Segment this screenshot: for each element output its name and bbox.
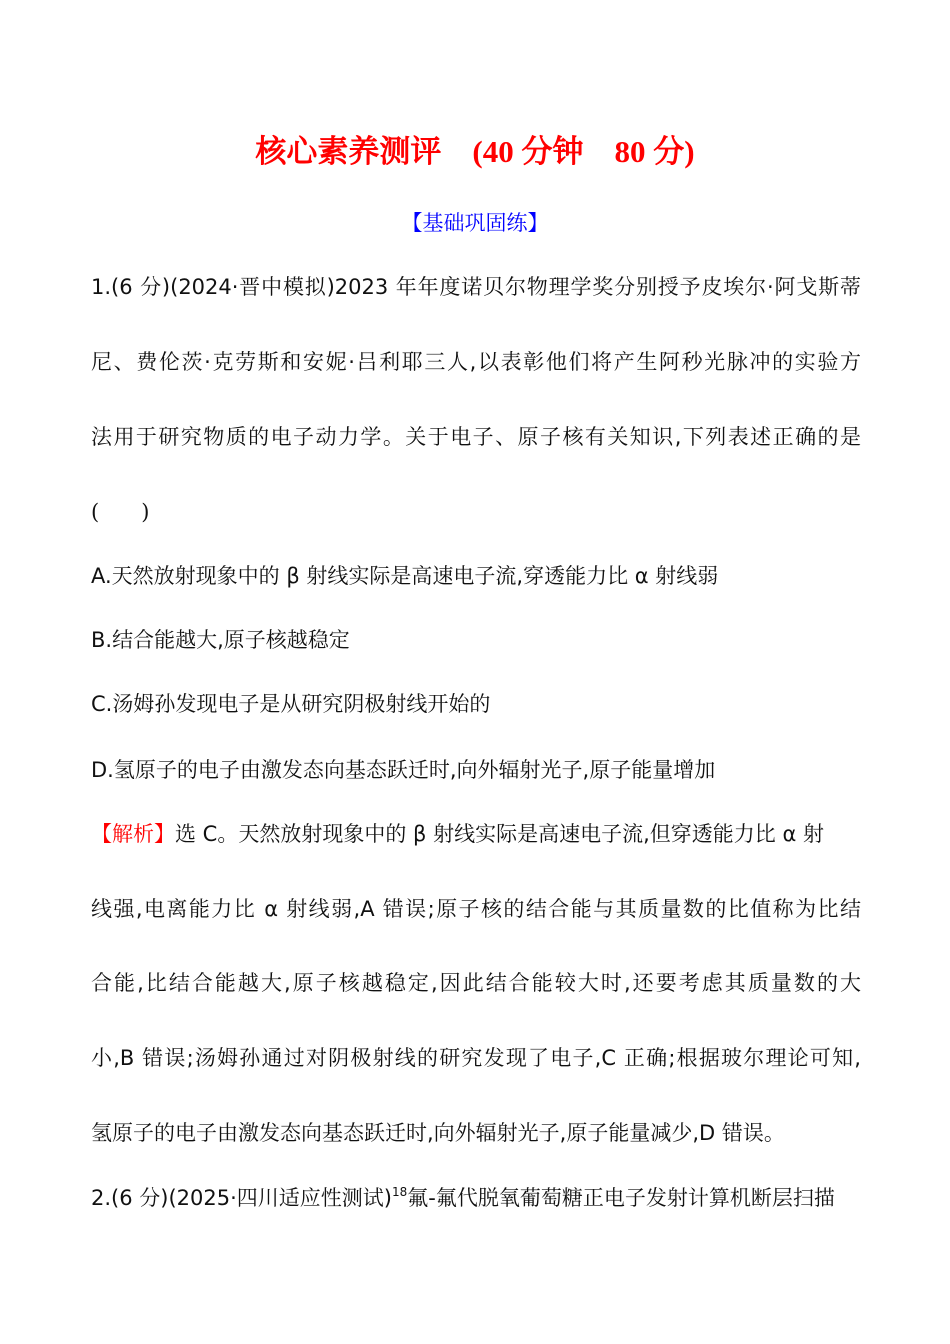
q1-option-b: B.结合能越大,原子核越稳定	[91, 628, 350, 652]
analysis-tag: 【解析】	[91, 822, 175, 846]
q2-superscript: 18	[391, 1185, 408, 1199]
q1-analysis-line-1	[91, 820, 861, 848]
q1-stem-line-1: 1.(6 分)(2024·晋中模拟)2023 年年度诺贝尔物理学奖分别授予皮埃尔·阿戈斯蒂	[91, 275, 861, 299]
q1-analysis-line-4: 小,B 错误;汤姆孙通过对阴极射线的研究发现了电子,C 正确;根据玻尔理论可知,	[91, 1046, 861, 1070]
q1-analysis-line-5: 氢原子的电子由激发态向基态跃迁时,向外辐射光子,原子能量减少,D 错误。	[91, 1121, 785, 1145]
analysis-first-text: 选 C。天然放射现象中的 β 射线实际是高速电子流,但穿透能力比 α 射	[175, 822, 824, 846]
q1-stem-line-2: 尼、费伦茨·克劳斯和安妮·吕利耶三人,以表彰他们将产生阿秒光脉冲的实验方	[91, 350, 861, 374]
page-title	[0, 126, 950, 171]
q2-stem-line-1	[91, 1184, 861, 1212]
q1-option-c: C.汤姆孙发现电子是从研究阴极射线开始的	[91, 692, 491, 716]
title-main: 核心素养测评	[255, 134, 442, 170]
q1-option-a: A.天然放射现象中的 β 射线实际是高速电子流,穿透能力比 α 射线弱	[91, 564, 719, 588]
q1-analysis-line-2: 线强,电离能力比 α 射线弱,A 错误;原子核的结合能与其质量数的比值称为比结	[91, 897, 861, 921]
q1-analysis-line-3: 合能,比结合能越大,原子核越稳定,因此结合能较大时,还要考虑其质量数的大	[91, 971, 861, 995]
q2-prefix: 2.(6 分)(2025·四川适应性测试)	[91, 1186, 392, 1210]
q1-option-d: D.氢原子的电子由激发态向基态跃迁时,向外辐射光子,原子能量增加	[91, 758, 716, 782]
q1-stem-line-3: 法用于研究物质的电子动力学。关于电子、原子核有关知识,下列表述正确的是	[91, 425, 861, 449]
section-heading: 【基础巩固练】	[401, 211, 549, 235]
q2-rest: 氟-氟代脱氧葡萄糖正电子发射计算机断层扫描	[407, 1186, 835, 1210]
q1-answer-blank: ( )	[91, 500, 150, 524]
title-score: (40 分钟 80 分)	[472, 134, 695, 169]
